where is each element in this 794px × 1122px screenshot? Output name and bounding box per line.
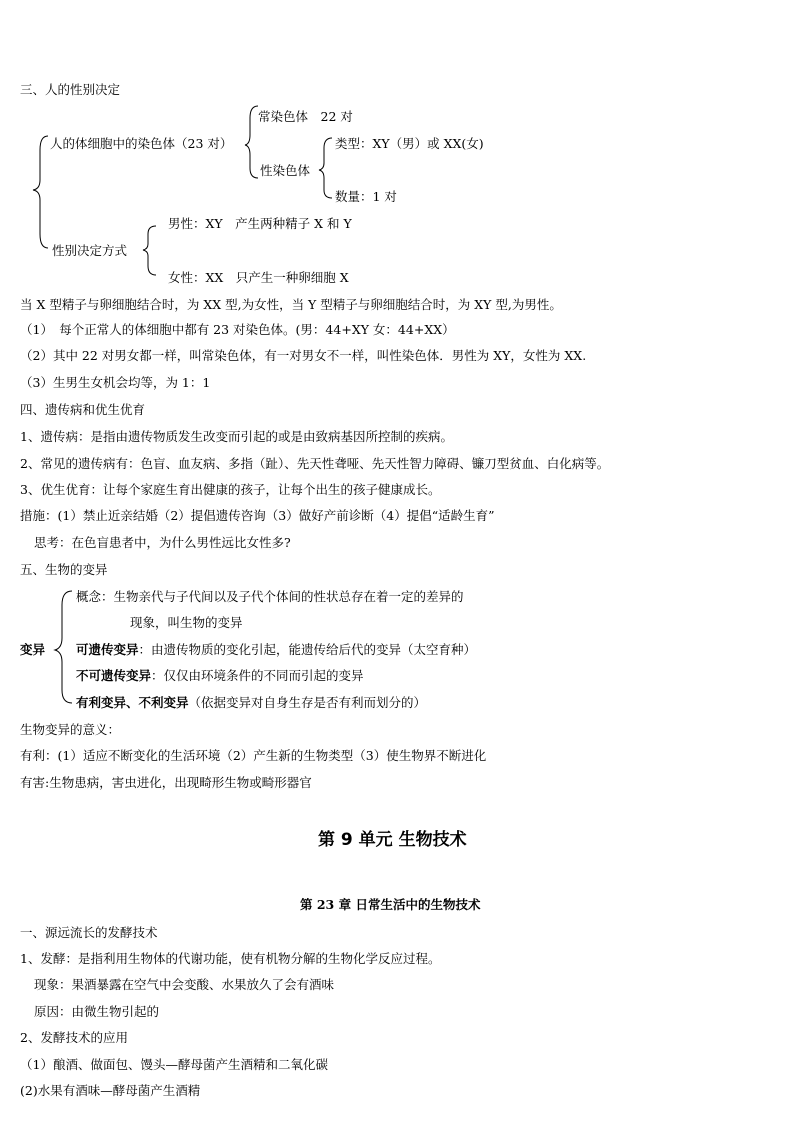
favorable-variation xyxy=(76,695,426,711)
phenomenon-text: 现象：果酒暴露在空气中会变酸、水果放久了会有酒味 xyxy=(34,977,335,992)
nonheritable-label: 不可遗传变异 xyxy=(76,668,152,683)
benefit-text: 有利：(1）适应不断变化的生活环境（2）产生新的生物类型（3）使生物界不断进化 xyxy=(20,748,487,763)
heritable-desc: ：由遗传物质的变化引起，能遗传给后代的变异（太空育种） xyxy=(138,642,477,657)
section-heading: 三、人的性别决定 xyxy=(20,82,121,97)
point-3: （3）生男生女机会均等，为 1：1 xyxy=(20,375,211,390)
tree-type: 类型：XY（男）或 XX(女) xyxy=(335,136,484,151)
concept-line-1: 概念：生物亲代与子代间以及子代个体间的性状总存在着一定的差异的 xyxy=(76,589,464,604)
concept-line-2: 现象，叫生物的变异 xyxy=(130,615,243,630)
section-heading: 四、遗传病和优生优育 xyxy=(20,402,146,417)
point-1: （1） 每个正常人的体细胞中都有 23 对染色体。(男：44+XY 女：44+XX） xyxy=(20,322,455,337)
tree-sex-chromosome: 性染色体 xyxy=(260,163,311,178)
tree-count: 数量：1 对 xyxy=(335,189,397,204)
list-item: 2、常见的遗传病有：色盲、血友病、多指（趾）、先天性聋哑、先天性智力障碍、镰刀型贫血、白化病等。 xyxy=(20,456,610,471)
heritable-label: 可遗传变异 xyxy=(76,642,139,657)
tree-female: 女性：XX 只产生一种卵细胞 X xyxy=(168,270,349,285)
list-item: 2、发酵技术的应用 xyxy=(20,1030,128,1045)
nonheritable-desc: ：仅仅由环境条件的不同而引起的变异 xyxy=(151,668,364,683)
tree-mode-root: 性别决定方式 xyxy=(52,243,128,258)
tree-chromosome-root: 人的体细胞中的染色体（23 对） xyxy=(50,136,233,151)
harm-text: 有害:生物患病，害虫进化，出现畸形生物或畸形器官 xyxy=(20,775,312,790)
significance-heading: 生物变异的意义： xyxy=(20,722,121,737)
tree-autosome: 常染色体 22 对 xyxy=(258,109,353,124)
heritable-variation xyxy=(76,642,476,658)
tree-male: 男性：XY 产生两种精子 X 和 Y xyxy=(168,216,352,231)
list-item: （1）酿酒、做面包、馒头—酵母菌产生酒精和二氧化碳 xyxy=(20,1057,328,1072)
nonheritable-variation xyxy=(76,668,364,684)
fusion-text: 当 X 型精子与卵细胞结合时，为 XX 型,为女性，当 Y 型精子与卵细胞结合时，为 XY 型,为男性。 xyxy=(20,297,562,312)
point-2: （2）其中 22 对男女都一样，叫常染色体，有一对男女不一样，叫性染色体．男性为 XY，女性为 XX. xyxy=(20,348,587,363)
cause-text: 原因：由微生物引起的 xyxy=(34,1004,160,1019)
list-item: 3、优生优育：让每个家庭生育出健康的孩子，让每个出生的孩子健康成长。 xyxy=(20,482,441,497)
favorable-label: 有利变异、不利变异 xyxy=(76,695,189,710)
variation-root: 变异 xyxy=(20,642,46,657)
list-item: (2)水果有酒味—酵母菌产生酒精 xyxy=(20,1083,201,1098)
unit-title: 第 9 单元 生物技术 xyxy=(318,830,467,850)
think-text: 思考：在色盲患者中，为什么男性远比女性多? xyxy=(34,535,291,550)
list-item: 1、遗传病：是指由遗传物质发生改变而引起的或是由致病基因所控制的疾病。 xyxy=(20,429,453,444)
measures-text: 措施：(1）禁止近亲结婚（2）提倡遗传咨询（3）做好产前诊断（4）提倡“适龄生育” xyxy=(20,508,495,523)
list-item: 1、发酵：是指利用生物体的代谢功能，使有机物分解的生物化学反应过程。 xyxy=(20,951,441,966)
chapter-title: 第 23 章 日常生活中的生物技术 xyxy=(300,897,481,912)
section-heading: 一、源远流长的发酵技术 xyxy=(20,925,158,940)
section-heading: 五、生物的变异 xyxy=(20,562,108,577)
favorable-desc: （依据变异对自身生存是否有利而划分的） xyxy=(188,695,427,710)
